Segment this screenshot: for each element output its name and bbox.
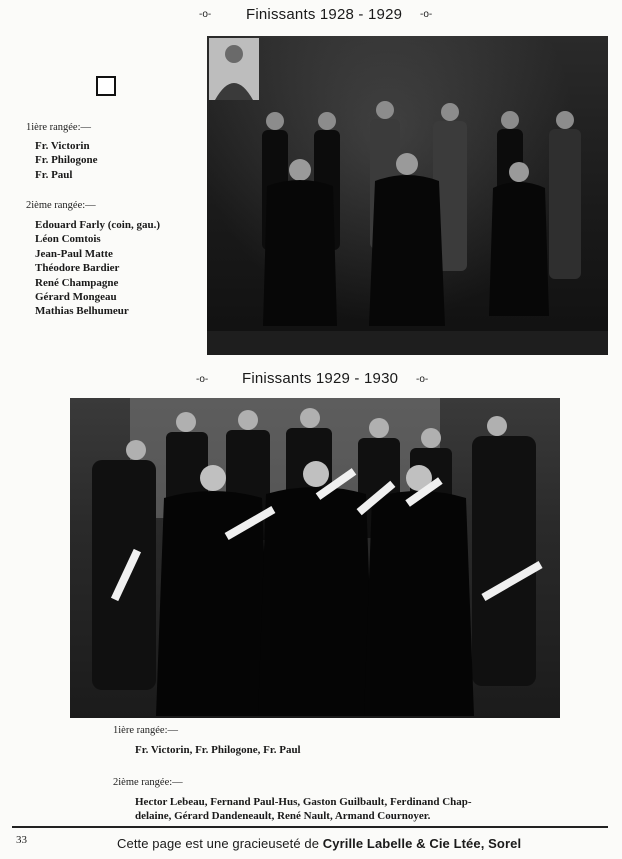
photo-figures: [207, 36, 608, 355]
separator-right: -o-: [420, 9, 433, 20]
name-item: Fr. Paul: [35, 168, 73, 181]
row2-names-1928: [35, 218, 160, 319]
name-item: René Champagne: [35, 276, 119, 289]
name-item: Jean-Paul Matte: [35, 247, 113, 260]
row2-label-1929: 2ième rangée:—: [113, 777, 183, 788]
name-item: Théodore Bardier: [35, 262, 120, 275]
name-item: Edouard Farly (coin, gau.): [35, 219, 160, 231]
row2-names-1929-line1: Hector Lebeau, Fernand Paul-Hus, Gaston Guilbault, Ferdinand Chap-: [135, 796, 472, 808]
section-title-1929: Finissants 1929 - 1930: [242, 370, 399, 387]
row2-label-1928: 2ième rangée:—: [26, 200, 96, 211]
separator-left: -o-: [199, 9, 212, 20]
row1-names-1928: [35, 139, 98, 182]
separator-left: -o-: [196, 374, 209, 385]
row2-names-1929-line2: delaine, Gérard Dandeneault, René Nault, Armand Cournoyer.: [135, 810, 431, 822]
checkbox[interactable]: [96, 76, 116, 96]
footer-sponsor: Cyrille Labelle & Cie Ltée, Sorel: [322, 836, 522, 851]
page-number: 33: [16, 834, 27, 846]
name-item: Fr. Philogone: [35, 154, 98, 167]
footer-prefix: Cette page est une gracieuseté de: [117, 836, 320, 851]
name-item: Fr. Victorin: [35, 140, 90, 152]
class-photo-1928: [207, 36, 608, 355]
photo-figures: [70, 398, 560, 718]
row1-label-1928: 1ière rangée:—: [26, 122, 92, 133]
name-item: Léon Comtois: [35, 233, 101, 246]
class-photo-1929: [70, 398, 560, 718]
row1-names-1929: Fr. Victorin, Fr. Philogone, Fr. Paul: [135, 744, 301, 756]
name-item: Gérard Mongeau: [35, 291, 117, 304]
section-title-1928: Finissants 1928 - 1929: [246, 6, 403, 23]
footer-credit: [117, 836, 521, 851]
separator-right: -o-: [416, 374, 429, 385]
name-item: Mathias Belhumeur: [35, 305, 129, 318]
footer-rule: [12, 826, 608, 828]
row1-label-1929: 1ière rangée:—: [113, 725, 179, 736]
